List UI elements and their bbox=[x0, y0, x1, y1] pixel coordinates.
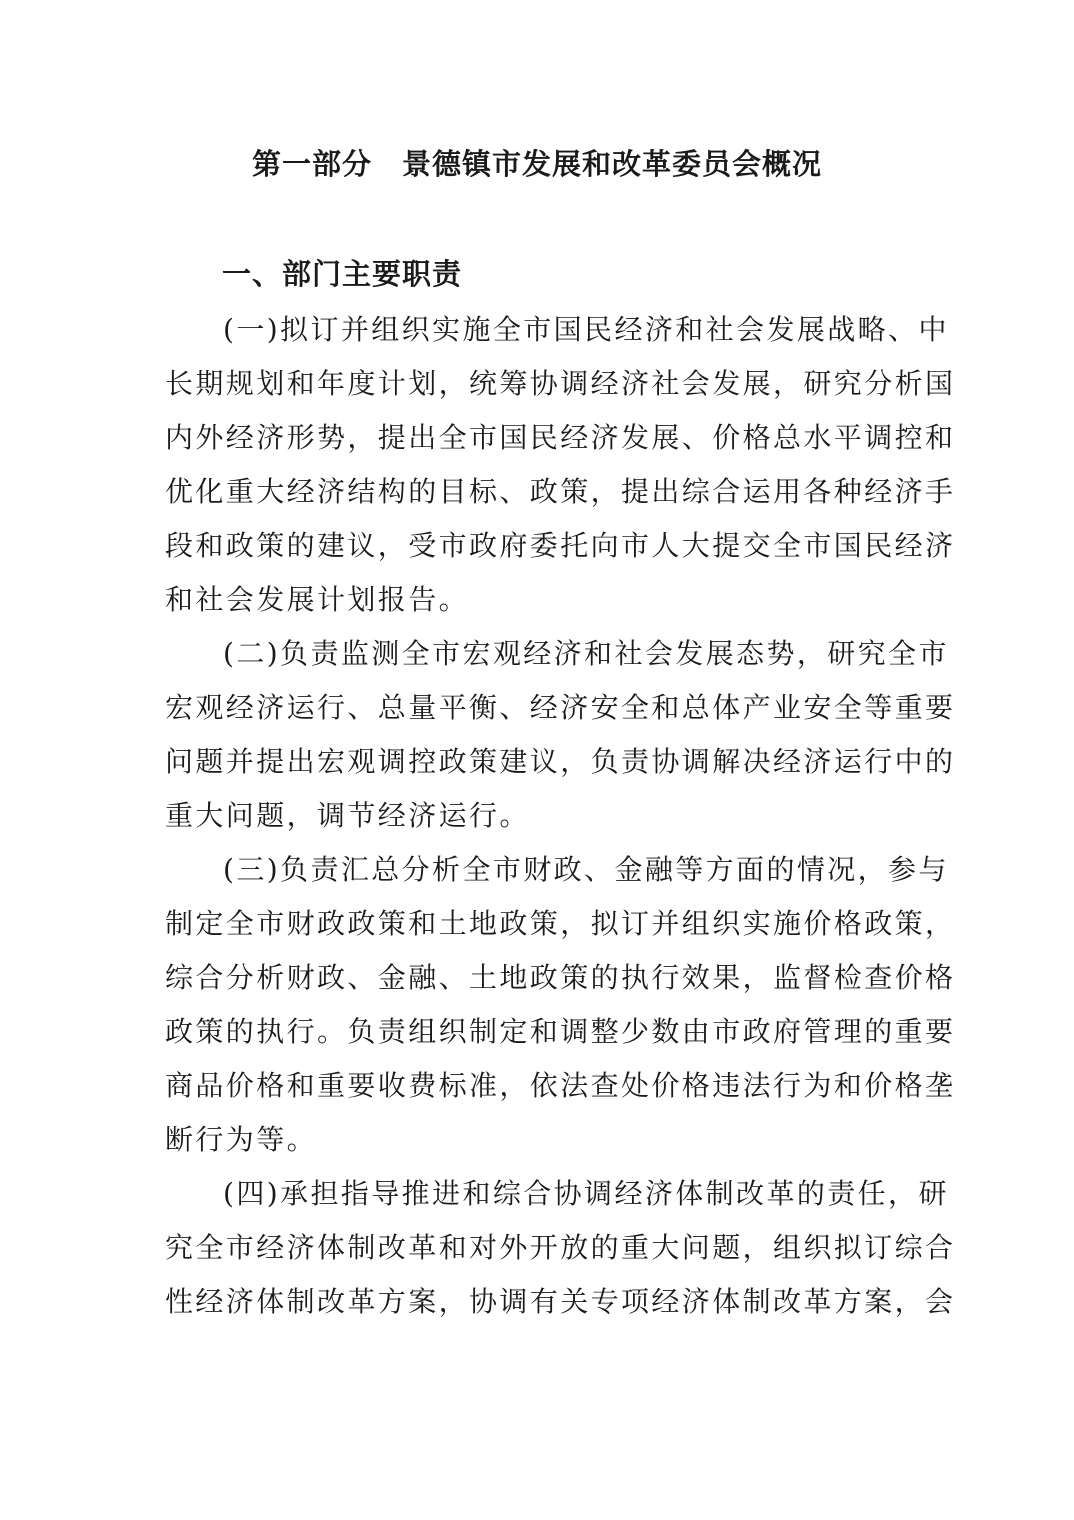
paragraph-line: 政策的执行。负责组织制定和调整少数由市政府管理的重要 bbox=[165, 1015, 956, 1048]
paragraph-line: 究全市经济体制改革和对外开放的重大问题，组织拟订综合 bbox=[165, 1231, 956, 1264]
page-title: 第一部分 景德镇市发展和改革委员会概况 bbox=[251, 147, 822, 181]
paragraph-1 bbox=[165, 303, 956, 627]
paragraph-line: (二)负责监测全市宏观经济和社会发展态势，研究全市 bbox=[223, 637, 949, 670]
paragraph-line: 优化重大经济结构的目标、政策，提出综合运用各种经济手 bbox=[165, 475, 956, 508]
paragraph-line: 长期规划和年度计划，统筹协调经济社会发展，研究分析国 bbox=[165, 367, 956, 400]
paragraph-line: 段和政策的建议，受市政府委托向市人大提交全市国民经济 bbox=[165, 529, 956, 562]
paragraph-4 bbox=[165, 1167, 956, 1329]
paragraph-line: 综合分析财政、金融、土地政策的执行效果，监督检查价格 bbox=[165, 961, 956, 994]
section-heading: 一、部门主要职责 bbox=[222, 257, 463, 291]
paragraph-2 bbox=[165, 627, 956, 843]
paragraph-line: 内外经济形势，提出全市国民经济发展、价格总水平调控和 bbox=[165, 421, 956, 454]
paragraph-line: 商品价格和重要收费标准，依法查处价格违法行为和价格垄 bbox=[165, 1069, 956, 1102]
paragraph-line: 和社会发展计划报告。 bbox=[165, 583, 470, 616]
paragraph-line: 问题并提出宏观调控政策建议，负责协调解决经济运行中的 bbox=[165, 745, 956, 778]
paragraph-line: (一)拟订并组织实施全市国民经济和社会发展战略、中 bbox=[223, 313, 949, 346]
paragraph-line: 宏观经济运行、总量平衡、经济安全和总体产业安全等重要 bbox=[165, 691, 956, 724]
paragraph-line: (四)承担指导推进和综合协调经济体制改革的责任，研 bbox=[223, 1177, 949, 1210]
paragraph-line: 断行为等。 bbox=[165, 1123, 318, 1156]
paragraph-line: (三)负责汇总分析全市财政、金融等方面的情况，参与 bbox=[223, 853, 949, 886]
paragraph-line: 性经济体制改革方案，协调有关专项经济体制改革方案，会 bbox=[165, 1285, 956, 1318]
paragraph-line: 重大问题，调节经济运行。 bbox=[165, 799, 530, 832]
body-text bbox=[165, 303, 956, 1329]
paragraph-3 bbox=[165, 843, 956, 1167]
paragraph-line: 制定全市财政政策和土地政策，拟订并组织实施价格政策， bbox=[165, 907, 956, 940]
